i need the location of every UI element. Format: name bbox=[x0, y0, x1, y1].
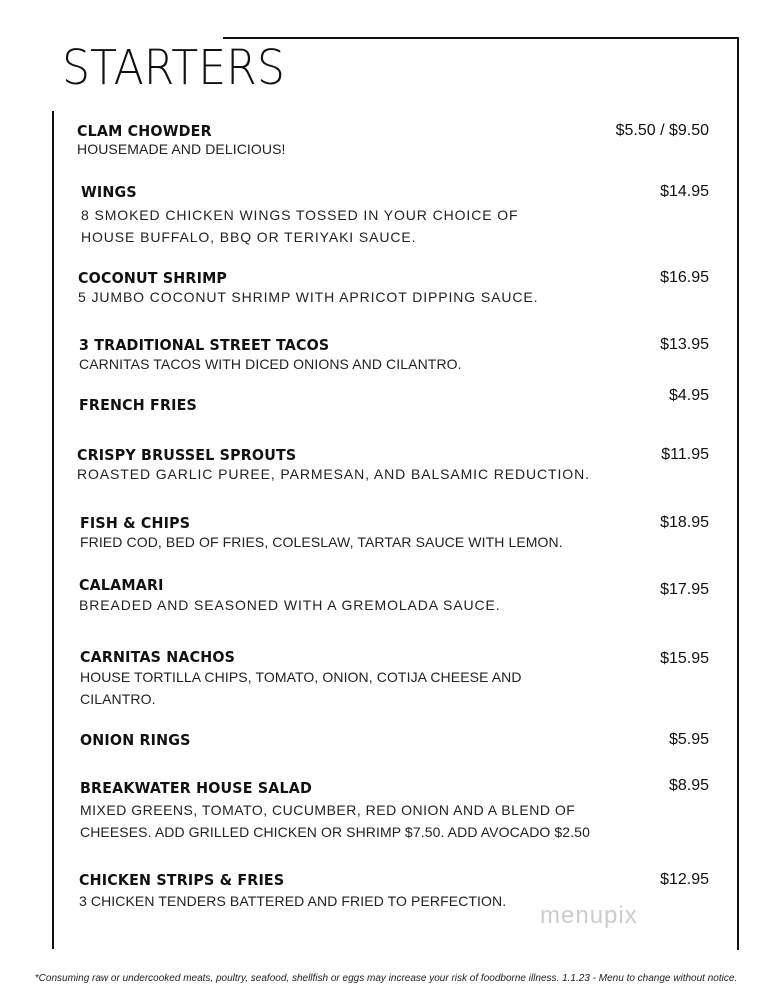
item-price: $18.95 bbox=[660, 514, 709, 531]
item-name: COCONUT SHRIMP bbox=[78, 269, 228, 287]
item-price: $17.95 bbox=[660, 581, 709, 598]
item-desc: CHEESES. ADD GRILLED CHICKEN OR SHRIMP $7.50. ADD AVOCADO $2.50 bbox=[80, 824, 590, 840]
item-desc: 3 CHICKEN TENDERS BATTERED AND FRIED TO PERFECTION. bbox=[79, 893, 507, 909]
item-name: CALAMARI bbox=[79, 576, 164, 594]
item-desc: HOUSEMADE AND DELICIOUS! bbox=[77, 141, 286, 157]
item-price: $5.50 / $9.50 bbox=[615, 122, 709, 139]
item-price: $14.95 bbox=[660, 183, 709, 200]
footer-disclaimer: *Consuming raw or undercooked meats, poultry, seafood, shellfish or eggs may increase your risk of foodborne illness. 1.1.23 - Menu to change without notice. bbox=[34, 973, 738, 984]
item-desc: FRIED COD, BED OF FRIES, COLESLAW, TARTAR SAUCE WITH LEMON. bbox=[80, 534, 563, 550]
item-desc: ROASTED GARLIC PUREE, PARMESAN, AND BALSAMIC REDUCTION. bbox=[77, 466, 590, 482]
item-price: $15.95 bbox=[660, 650, 709, 667]
item-desc: 8 SMOKED CHICKEN WINGS TOSSED IN YOUR CHOICE OF bbox=[81, 207, 519, 223]
item-desc: CILANTRO. bbox=[80, 691, 156, 707]
section-title: STARTERS bbox=[62, 40, 285, 96]
watermark: menupix bbox=[540, 902, 638, 929]
item-price: $4.95 bbox=[668, 387, 709, 404]
item-name: 3 TRADITIONAL STREET TACOS bbox=[79, 336, 330, 354]
border-top bbox=[223, 37, 739, 39]
item-name: CARNITAS NACHOS bbox=[80, 648, 236, 666]
item-name: FISH & CHIPS bbox=[80, 514, 191, 532]
item-desc: BREADED AND SEASONED WITH A GREMOLADA SAUCE. bbox=[79, 597, 501, 613]
item-desc: CARNITAS TACOS WITH DICED ONIONS AND CILANTRO. bbox=[79, 356, 462, 372]
item-price: $16.95 bbox=[660, 269, 709, 286]
item-desc: HOUSE BUFFALO, BBQ OR TERIYAKI SAUCE. bbox=[81, 229, 417, 245]
item-name: CRISPY BRUSSEL SPROUTS bbox=[77, 446, 297, 464]
item-price: $11.95 bbox=[661, 446, 709, 463]
item-desc: HOUSE TORTILLA CHIPS, TOMATO, ONION, COTIJA CHEESE AND bbox=[80, 669, 522, 685]
item-price: $13.95 bbox=[660, 336, 709, 353]
item-price: $8.95 bbox=[668, 777, 709, 794]
item-name: BREAKWATER HOUSE SALAD bbox=[80, 779, 313, 797]
item-name: FRENCH FRIES bbox=[79, 396, 198, 414]
item-name: ONION RINGS bbox=[80, 731, 191, 749]
item-price: $12.95 bbox=[660, 871, 709, 888]
item-name: CHICKEN STRIPS & FRIES bbox=[79, 871, 285, 889]
border-right bbox=[737, 37, 739, 950]
item-name: CLAM CHOWDER bbox=[77, 122, 212, 140]
border-left bbox=[52, 111, 54, 949]
item-desc: MIXED GREENS, TOMATO, CUCUMBER, RED ONION AND A BLEND OF bbox=[80, 802, 576, 818]
item-price: $5.95 bbox=[668, 731, 709, 748]
item-name: WINGS bbox=[81, 183, 137, 201]
item-desc: 5 JUMBO COCONUT SHRIMP WITH APRICOT DIPPING SAUCE. bbox=[78, 289, 539, 305]
